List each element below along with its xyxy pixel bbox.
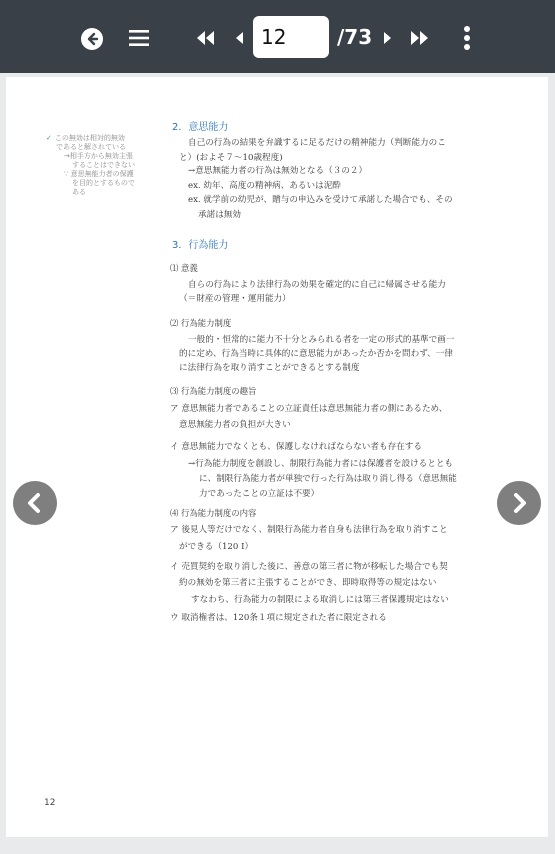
margin-note-line: ∵ 意思無能力者の保護 (64, 170, 134, 178)
previous-page-button[interactable] (13, 481, 57, 525)
text-line: と）(およそ７～10歳程度) (179, 153, 283, 163)
next-page-button[interactable] (497, 481, 541, 525)
text-line: 約の無効を第三者に主張することができ、即時取得等の規定はない (179, 578, 437, 588)
margin-note-line: を目的とするもので (72, 179, 135, 187)
chevron-right-icon (507, 491, 531, 515)
section-heading: 3．行為能力 (172, 240, 229, 251)
last-page-icon[interactable] (409, 30, 429, 46)
text-line: イ 意思無能力でなくとも、保護しなければならない者も存在する (170, 442, 422, 452)
text-line: →意思無能力者の行為は無効となる（３の２） (188, 166, 368, 176)
text-line: 承諾は無効 (198, 210, 241, 220)
text-line: 自己の行為の結果を弁識するに足るだけの精神能力（判断能力のこ (188, 138, 446, 148)
subsection-heading: ⑶ 行為能力制度の趣旨 (170, 386, 257, 396)
first-page-icon[interactable] (196, 30, 216, 46)
margin-note-line: この無効は相対的無効 (54, 134, 125, 142)
prev-page-icon[interactable] (233, 30, 245, 46)
text-line: 力であったことの立証は不要） (199, 489, 320, 499)
next-page-icon[interactable] (382, 30, 394, 46)
checkmark-icon: ✓ (46, 134, 52, 142)
subsection-heading: ⑷ 行為能力制度の内容 (170, 508, 257, 518)
margin-note-line: →相手方から無効主張 (64, 152, 133, 160)
more-vertical-icon[interactable] (462, 25, 472, 51)
back-circle-icon[interactable] (80, 27, 104, 51)
margin-note-line: ある (72, 188, 86, 196)
text-line: に、制限行為能力者が単独で行った行為は取り消し得る（意思無能 (199, 474, 457, 484)
margin-note-line: することはできない (72, 161, 135, 169)
text-line: 意思無能力者の負担が大きい (179, 420, 291, 430)
chevron-left-icon (23, 491, 47, 515)
text-line: ウ 取消権者は、120条１項に規定された者に限定される (170, 613, 387, 623)
viewer-toolbar (0, 0, 555, 73)
text-line: ア 後見人等だけでなく、制限行為能力者自身も法律行為を取り消すこと (170, 525, 448, 535)
page-number-input[interactable] (253, 16, 329, 58)
text-line: すなわち、行為能力の制限による取消しには第三者保護規定はない (191, 595, 449, 605)
subsection-heading: ⑵ 行為能力制度 (170, 318, 232, 328)
margin-note-line: であると解されている (56, 143, 126, 151)
text-line: 一般的・恒常的に能力不十分とみられる者を一定の形式的基準で画一 (188, 335, 455, 345)
page-total-label: /73 (337, 25, 373, 49)
text-line: 自らの行為により法律行為の効果を確定的に自己に帰属させる能力 (188, 280, 446, 290)
text-line: （＝財産の管理・運用能力） (179, 294, 291, 304)
section-heading: 2．意思能力 (172, 122, 229, 133)
menu-icon[interactable] (128, 27, 150, 49)
page-number-label: 12 (44, 798, 56, 808)
text-line: →行為能力制度を創設し、制限行為能力者には保護者を設けるととも (188, 459, 454, 469)
subsection-heading: ⑴ 意義 (170, 263, 198, 273)
margin-note (46, 134, 166, 197)
text-line: ex. 幼年、高度の精神病、あるいは泥酔 (188, 181, 341, 191)
text-line: ア 意思無能力者であることの立証責任は意思無能力者の側にあるため、 (170, 404, 448, 414)
text-line: に法律行為を取り消すことができるとする制度 (179, 363, 360, 373)
text-line: 的に定め、行為当時に具体的に意思能力があったか否かを問わず、一律 (179, 349, 453, 359)
text-line: イ 売買契約を取り消した後に、善意の第三者に物が移転した場合でも契 (170, 562, 448, 572)
text-line: ができる（120 Ⅰ） (179, 542, 254, 552)
text-line: ex. 就学前の幼児が、贈与の申込みを受けて承諾した場合でも、その (188, 195, 453, 205)
